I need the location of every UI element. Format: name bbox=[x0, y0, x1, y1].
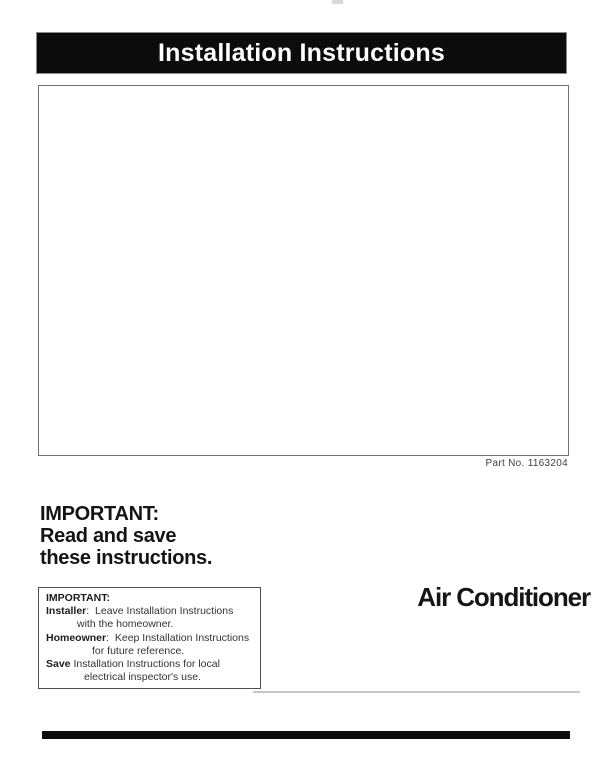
notice-save-text: Installation Instructions for local bbox=[70, 658, 220, 671]
important-heading-line2: Read and save bbox=[40, 525, 177, 547]
important-heading-line3: these instructions. bbox=[40, 547, 213, 569]
footer-rule bbox=[42, 731, 570, 739]
notice-installer-text: : Leave Installation Instructions bbox=[86, 605, 234, 618]
page-title: Installation Instructions bbox=[158, 38, 445, 67]
notice-save-line bbox=[46, 658, 260, 671]
illustration-placeholder-box bbox=[38, 85, 569, 456]
scan-artifact-mark bbox=[332, 0, 343, 4]
important-heading-line1: IMPORTANT: bbox=[40, 503, 159, 525]
notice-homeowner-line bbox=[46, 632, 260, 645]
important-heading bbox=[40, 503, 300, 569]
header-bar bbox=[37, 33, 566, 73]
notice-save-label: Save bbox=[46, 658, 71, 671]
notice-title: IMPORTANT: bbox=[46, 592, 110, 604]
product-name: Air Conditioner bbox=[417, 582, 590, 612]
notice-installer-cont: with the homeowner. bbox=[77, 618, 174, 631]
notice-homeowner-label: Homeowner bbox=[46, 631, 107, 644]
notice-homeowner-cont: for future reference. bbox=[92, 644, 185, 657]
notice-save-cont: electrical inspector's use. bbox=[84, 671, 201, 684]
scan-artifact-line bbox=[253, 691, 580, 693]
notice-homeowner-text: : Keep Installation Instructions bbox=[106, 631, 250, 644]
part-number: Part No. 1163204 bbox=[485, 458, 568, 469]
notice-installer-label: Installer bbox=[46, 605, 87, 618]
